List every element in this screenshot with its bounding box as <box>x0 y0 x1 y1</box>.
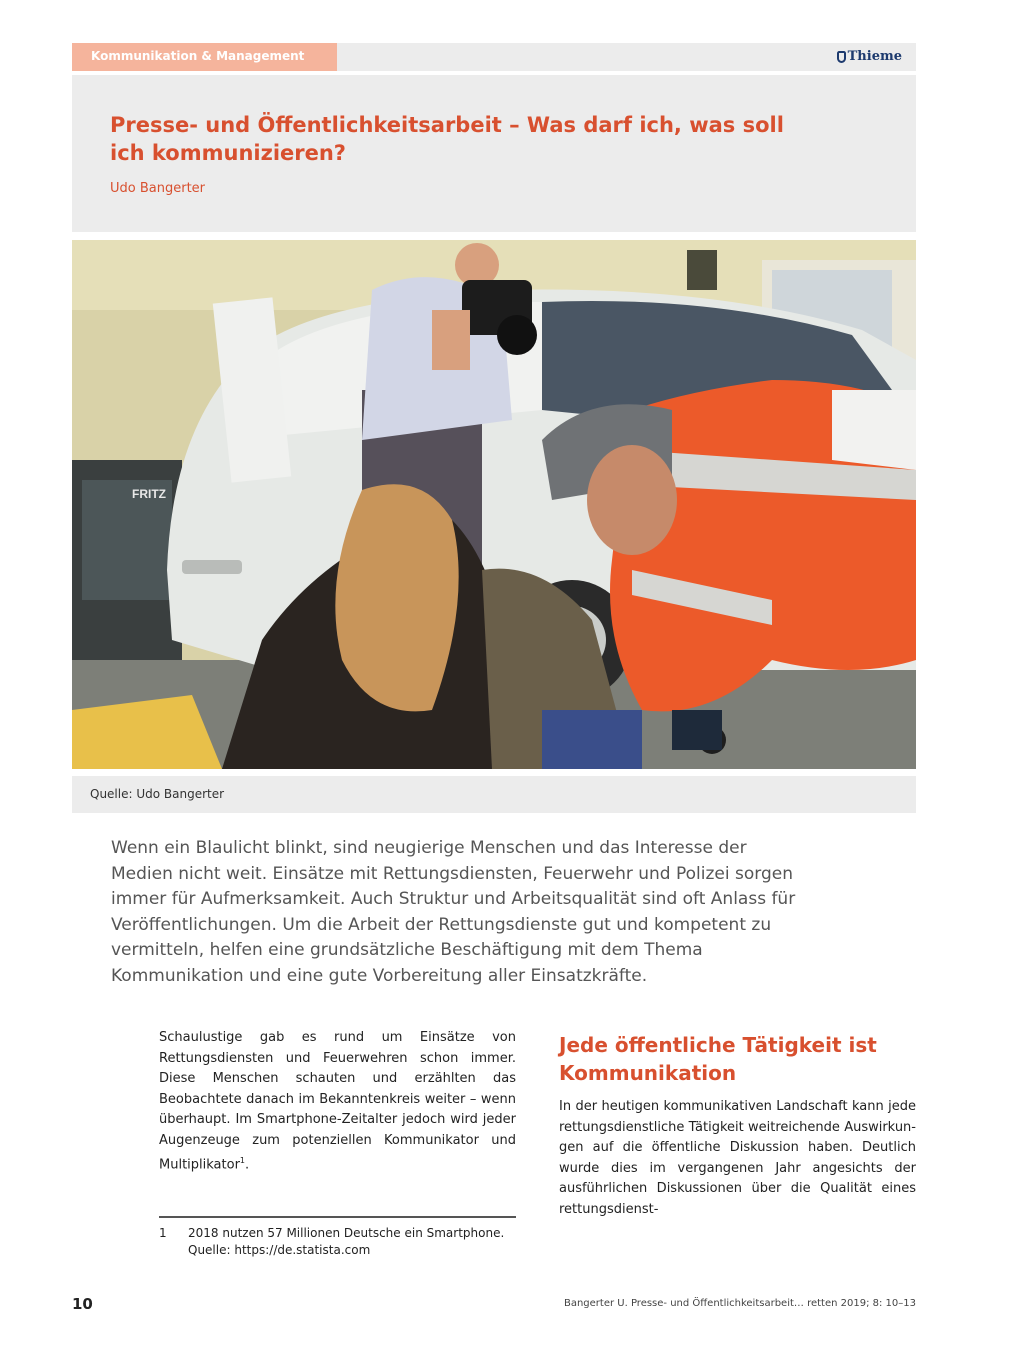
body-column-left <box>159 1028 516 1176</box>
section-tab <box>72 43 337 71</box>
footnote-number: 1 <box>159 1226 167 1240</box>
article-author: Udo Bangerter <box>110 181 206 196</box>
publisher-logo <box>837 49 902 64</box>
thieme-logo-icon <box>837 51 846 63</box>
body-text-left: Schaulustige gab es rund um Einsätze von Rettungsdiensten und Feuerwehren schon immer. Diese Menschen schauten und erzählten das Beobachtete danach im Bekanntenkreis weiter – wenn überhaupt. Im Smartphone-Zeitalter jedoch wird jeder Augenzeuge zum potenziellen Kommunikator und Multiplikator <box>159 1030 516 1173</box>
page-number: 10 <box>72 1295 93 1313</box>
publisher-name: Thieme <box>847 49 902 64</box>
article-title: Presse- und Öffentlichkeitsarbeit – Was darf ich, was soll ich kommunizieren? <box>110 113 784 165</box>
footnote <box>159 1225 516 1259</box>
title-box <box>72 75 916 232</box>
lead-paragraph: Wenn ein Blaulicht blinkt, sind neugierige Menschen und das Interesse der Medien nicht weit. Einsätze mit Rettungsdiensten, Feuerwehr und Polizei sorgen immer für Aufmerksamkeit. Auch Struktur und Arbeitsqualität sind oft Anlass für Veröffentlichungen. Um die Arbeit der Rettungsdienste gut und kompetent zu vermitteln, helfen eine grundsätzliche Beschäftigung mit dem Thema Kommunikation und eine gute Vorbereitung aller Einsatzkräfte. <box>111 838 796 986</box>
body-text-right: In der heutigen kommunikativen Landschaft kann jede rettungsdienstliche Tätigkeit weitreichende Auswirkungen auf die öffentliche Diskussion haben. Deutlich wurde dies im vergangenen Jahr angesichts der ausführlichen Diskussionen über die Qualität eines rettungsdienst- <box>559 1099 916 1217</box>
article-photo <box>72 240 916 769</box>
photo-illustration <box>72 240 916 769</box>
section-heading: Jede öffentliche Tätigkeit ist Kommunikation <box>559 1033 877 1085</box>
header-bar <box>337 43 916 71</box>
svg-text:FRITZ: FRITZ <box>132 487 166 501</box>
sentence-end: . <box>245 1157 250 1173</box>
section-label: Kommunikation & Management <box>91 49 305 63</box>
footnote-text: 2018 nutzen 57 Millionen Deutsche ein Smartphone. Quelle: https://de.statista.com <box>188 1226 505 1257</box>
footnote-divider <box>159 1216 516 1218</box>
footer-citation: Bangerter U. Presse- und Öffentlichkeitsarbeit… retten 2019; 8: 10–13 <box>563 1298 916 1309</box>
body-column-right <box>559 1031 916 1220</box>
footnote-reference[interactable]: 1 <box>239 1156 246 1165</box>
photo-caption: Quelle: Udo Bangerter <box>72 776 916 813</box>
